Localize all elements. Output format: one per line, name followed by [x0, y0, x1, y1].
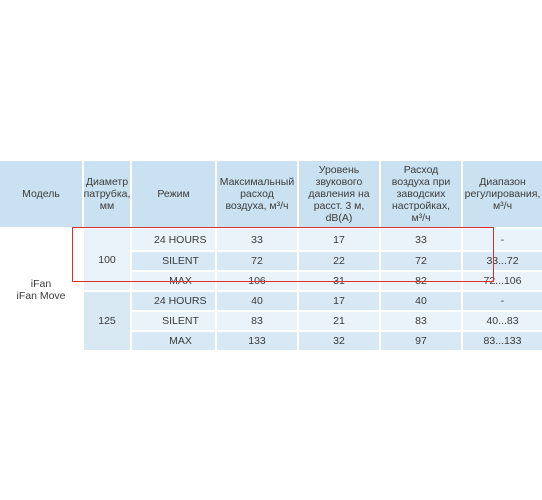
header-model: Модель [0, 161, 82, 227]
range-cell: 40...83 [463, 312, 542, 330]
range-cell: 83...133 [463, 332, 542, 350]
max-flow-cell: 83 [217, 312, 297, 330]
mode-cell: 24 HOURS [132, 292, 215, 310]
model-name-line1: iFan [30, 277, 52, 290]
mode-cell: SILENT [132, 252, 215, 270]
spec-table [0, 161, 541, 350]
noise-cell: 32 [299, 332, 379, 350]
mode-cell: 24 HOURS [132, 229, 215, 250]
factory-flow-cell: 83 [381, 312, 461, 330]
noise-cell: 21 [299, 312, 379, 330]
header-noise: Уровень звукового давления на расст. 3 м, dB(A) [299, 161, 379, 227]
diameter-cell-125: 125 [84, 292, 130, 350]
model-name-line2: iFan Move [16, 289, 66, 302]
factory-flow-cell: 72 [381, 252, 461, 270]
mode-cell: MAX [132, 272, 215, 290]
factory-flow-cell: 33 [381, 229, 461, 250]
max-flow-cell: 133 [217, 332, 297, 350]
header-range: Диапазон регулирования, м³/ч [463, 161, 542, 227]
max-flow-cell: 72 [217, 252, 297, 270]
max-flow-cell: 33 [217, 229, 297, 250]
mode-cell: SILENT [132, 312, 215, 330]
factory-flow-cell: 40 [381, 292, 461, 310]
factory-flow-cell: 97 [381, 332, 461, 350]
noise-cell: 22 [299, 252, 379, 270]
model-name-cell [0, 229, 82, 350]
range-cell: - [463, 229, 542, 250]
range-cell: 33...72 [463, 252, 542, 270]
header-diameter: Диаметр патрубка, мм [84, 161, 130, 227]
noise-cell: 17 [299, 292, 379, 310]
header-max-flow: Максимальный расход воздуха, м³/ч [217, 161, 297, 227]
noise-cell: 17 [299, 229, 379, 250]
max-flow-cell: 106 [217, 272, 297, 290]
range-cell: 72...106 [463, 272, 542, 290]
mode-cell: MAX [132, 332, 215, 350]
noise-cell: 31 [299, 272, 379, 290]
max-flow-cell: 40 [217, 292, 297, 310]
diameter-cell-100: 100 [84, 229, 130, 290]
header-mode: Режим [132, 161, 215, 227]
range-cell: - [463, 292, 542, 310]
factory-flow-cell: 82 [381, 272, 461, 290]
header-factory-flow: Расход воздуха при заводских настройках, м³/ч [381, 161, 461, 227]
